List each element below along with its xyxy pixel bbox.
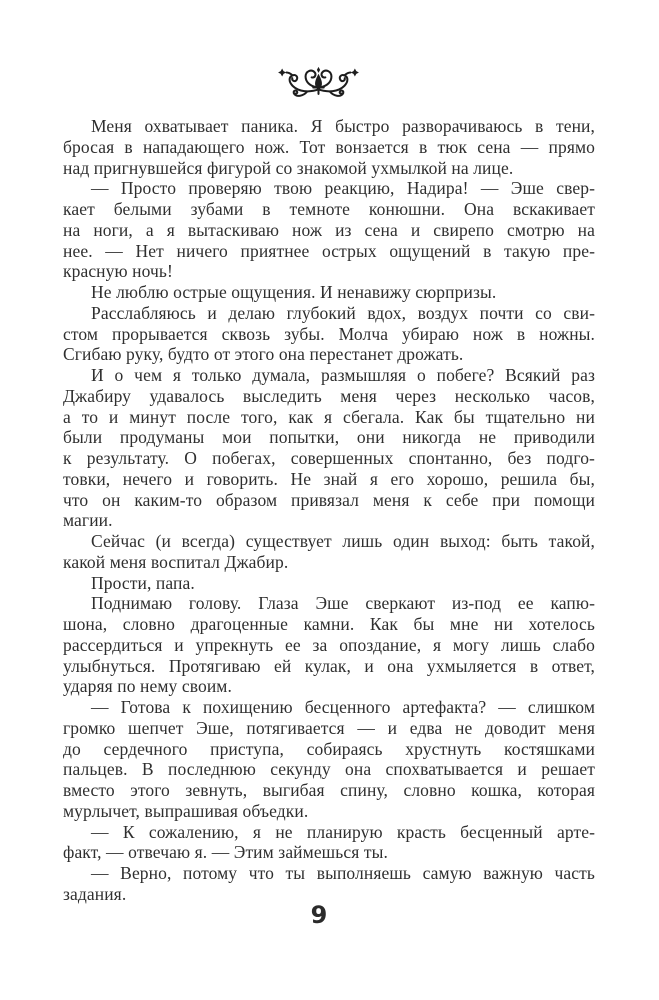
text-line: рассердиться и упрекнуть ее за опоздание, я могу лишь слабо bbox=[63, 634, 595, 655]
text-line: шона, словно драгоценные камни. Как бы мне ни хотелось bbox=[63, 614, 595, 634]
page-number: 9 bbox=[310, 901, 328, 929]
text-line: Джабиру удавалось выследить меня через несколько часов, bbox=[63, 385, 595, 406]
text-line: магии. bbox=[63, 510, 113, 531]
text-line: Прости, папа. bbox=[91, 572, 195, 593]
text-line: что он каким-то образом привязал меня к себе при помощи bbox=[63, 489, 595, 510]
paragraph bbox=[63, 573, 595, 594]
text-line: Сейчас (и всегда) существует лишь один выход: быть такой, bbox=[91, 531, 595, 551]
text-line: — Готова к похищению бесценного артефакта? — слишком bbox=[91, 697, 595, 717]
text-line: пальцев. В последнюю секунду она спохватывается и решает bbox=[63, 759, 595, 780]
scrollwork-flourish-icon bbox=[270, 61, 367, 101]
text-line: до сердечного приступа, собираясь хрустнуть костяшками bbox=[63, 738, 595, 759]
text-line: громко шепчет Эше, потягивается — и едва не доводит меня bbox=[63, 717, 595, 738]
text-line: кает белыми зубами в темноте конюшни. Она вскакивает bbox=[63, 199, 595, 219]
text-line: а то и минут после того, как я сбегала. Как бы тщательно ни bbox=[63, 406, 595, 427]
text-line: И о чем я только думала, размышляя о побеге? Всякий раз bbox=[91, 365, 595, 385]
paragraph bbox=[63, 116, 595, 178]
text-line: к результату. О побегах, совершенных спонтанно, без подго- bbox=[63, 448, 595, 468]
text-line: Не люблю острые ощущения. И ненавижу сюрпризы. bbox=[91, 282, 497, 302]
paragraph bbox=[63, 697, 595, 822]
text-line: бросая в нападающего нож. Тот вонзается в тюк сена — прямо bbox=[63, 136, 595, 157]
body-text bbox=[63, 116, 595, 905]
text-line: — К сожалению, я не планирую красть бесценный арте- bbox=[91, 821, 595, 842]
paragraph bbox=[63, 282, 595, 303]
text-line: Расслабляюсь и делаю глубокий вдох, воздух почти со сви- bbox=[91, 302, 595, 323]
paragraph bbox=[63, 531, 595, 573]
text-line: стом прорывается сквозь зубы. Молча убираю нож в ножны. bbox=[63, 323, 595, 344]
paragraph bbox=[63, 822, 595, 864]
text-line: — Просто проверяю твою реакцию, Надира! — Эше свер- bbox=[91, 178, 595, 199]
text-line: факт, — отвечаю я. — Этим займешься ты. bbox=[63, 842, 388, 863]
paragraph bbox=[63, 863, 595, 905]
paragraph bbox=[63, 593, 595, 697]
text-line: задания. bbox=[63, 883, 127, 904]
text-line: были продуманы мои попытки, они никогда не приводили bbox=[63, 427, 595, 448]
paragraph bbox=[63, 303, 595, 365]
text-line: улыбнуться. Протягиваю ей кулак, и она ухмыляется в ответ, bbox=[63, 655, 595, 676]
scrollwork-flourish-ornament bbox=[270, 61, 367, 101]
text-line: красную ночь! bbox=[63, 261, 173, 282]
text-line: над пригнувшейся фигурой со знакомой ухмылкой на лице. bbox=[63, 157, 514, 178]
text-line: ударяя по нему своим. bbox=[63, 676, 232, 697]
text-line: Сгибаю руку, будто от этого она перестанет дрожать. bbox=[63, 344, 464, 365]
text-line: товки, нечего и говорить. Не знай я его хорошо, решила бы, bbox=[63, 468, 595, 489]
text-line: вместо этого зевнуть, выгибая спину, словно кошка, которая bbox=[63, 780, 595, 800]
text-line: нее. — Нет ничего приятнее острых ощущений в такую пре- bbox=[63, 240, 595, 261]
text-line: какой меня воспитал Джабир. bbox=[63, 551, 289, 572]
text-line: Меня охватывает паника. Я быстро разворачиваюсь в тени, bbox=[91, 116, 595, 136]
text-line: на ноги, а я вытаскиваю нож из сена и свирепо смотрю на bbox=[63, 219, 595, 240]
paragraph bbox=[63, 178, 595, 282]
text-line: мурлычет, выпрашивая объедки. bbox=[63, 800, 309, 821]
text-line: — Верно, потому что ты выполняешь самую важную часть bbox=[91, 863, 595, 883]
text-line: Поднимаю голову. Глаза Эше сверкают из-под ее капю- bbox=[91, 593, 595, 614]
paragraph bbox=[63, 365, 595, 531]
